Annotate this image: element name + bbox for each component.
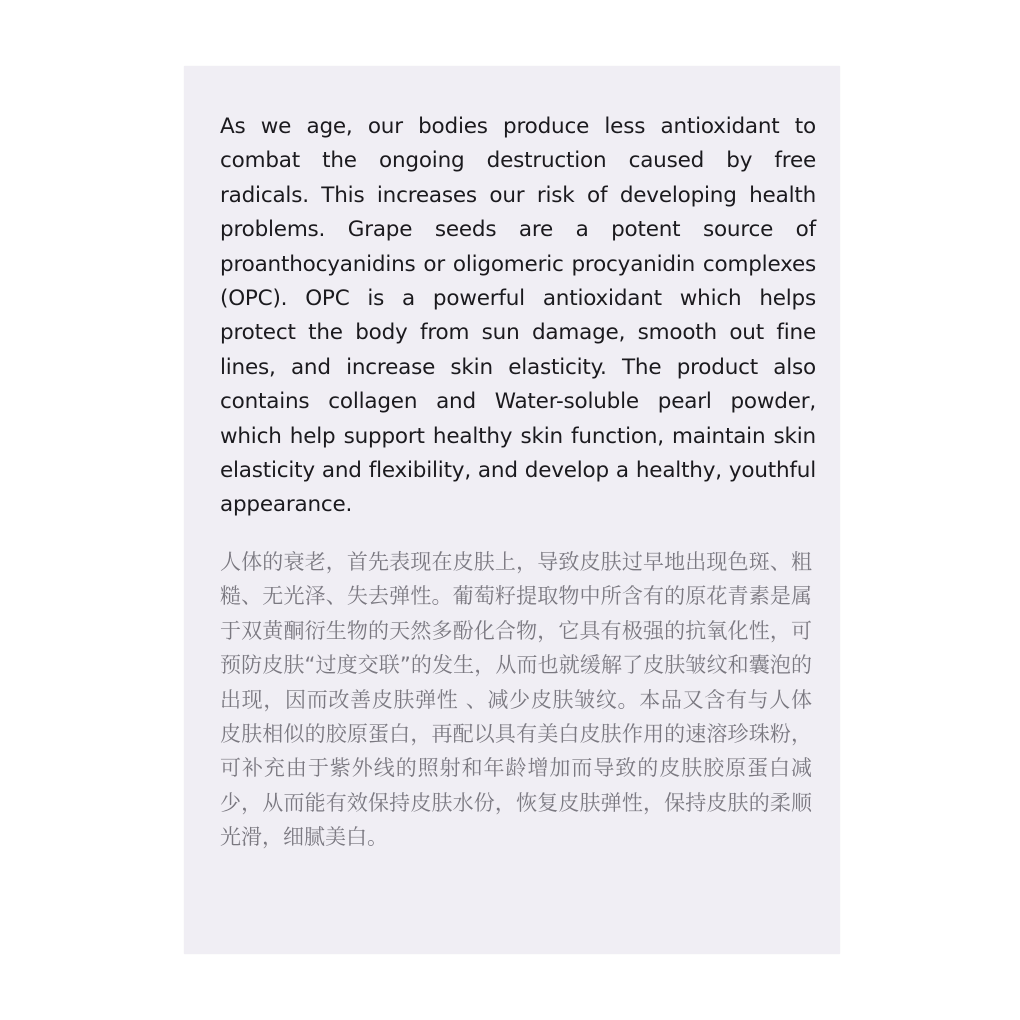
- english-description-paragraph: As we age, our bodies produce less antioxidant to combat the ongoing destruction caused by free radicals. This increases our risk of developing health problems. Grape seeds are a potent source of proanthocyanidins or oligomeric procyanidin complexes (OPC). OPC is a powerful antioxidant which helps protect the body from sun damage, smooth out fine lines, and increase skin elasticity. The product also contains collagen and Water-soluble pearl powder, which help support healthy skin function, maintain skin elasticity and flexibility, and develop a healthy, youthful appearance.: [220, 114, 816, 518]
- chinese-description-paragraph: 人体的衰老，首先表现在皮肤上，导致皮肤过早地出现色斑、粗糙、无光泽、失去弹性。葡萄籽提取物中所含有的原花青素是属于双黄酮衍生物的天然多酚化合物，它具有极强的抗氧化性，可预防皮肤“过度交联”的发生，从而也就缓解了皮肤皱纹和囊泡的出现，因而改善皮肤弹性 、减少皮肤皱纹。本品又含有与人体皮肤相似的胶原蛋白，再配以具有美白皮肤作用的速溶珍珠粉，可补充由于紫外线的照射和年龄增加而导致的皮肤胶原蛋白减少，从而能有效保持皮肤水份，恢复皮肤弹性，保持皮肤的柔顺光滑，细腻美白。: [220, 550, 812, 850]
